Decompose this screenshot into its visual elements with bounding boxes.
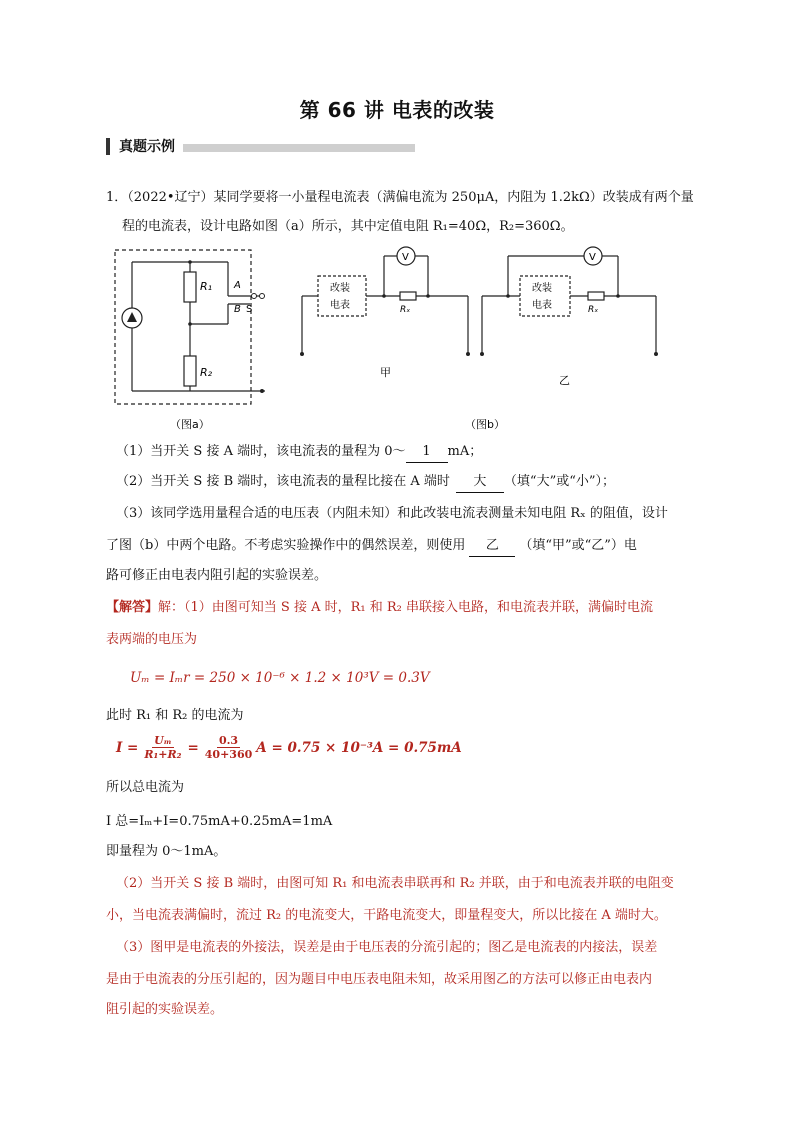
solution-tag: 【解答】: [106, 600, 159, 615]
label-yi: 乙: [559, 374, 570, 387]
question-3-line2: [106, 536, 637, 557]
jia-box-line2: 电表: [330, 300, 350, 311]
jia-voltmeter: V: [402, 252, 409, 263]
question-2: [116, 472, 615, 493]
q3-tail: （填“甲”或“乙”）电: [519, 538, 637, 553]
label-r1: R₁: [200, 280, 213, 293]
yi-box-line1: 改装: [532, 283, 552, 294]
label-b: B: [234, 304, 241, 315]
yi-rx: Rₓ: [588, 305, 599, 315]
q1-answer: 1: [406, 442, 448, 463]
section-header: [106, 136, 415, 156]
solution-line-4: 所以总电流为: [106, 780, 185, 795]
solution-line-5: I 总=Iₘ+I=0.75mA+0.25mA=1mA: [106, 814, 333, 829]
question-1: [116, 442, 482, 463]
jia-rx: Rₓ: [400, 305, 411, 315]
question-3-line3: 路可修正由电表内阻引起的实验误差。: [106, 568, 328, 583]
solution-part3-line3: 阻引起的实验误差。: [106, 1002, 224, 1017]
eq2-fraction-1: [142, 734, 183, 761]
solution-part3-line1: （3）图甲是电流表的外接法，误差是由于电压表的分流引起的；图乙是电流表的内接法，误差: [116, 940, 658, 955]
q2-tail: （填“大”或“小”）；: [503, 474, 616, 489]
q1-text: （1）当开关 S 接 A 端时，该电流表的量程为 0～: [116, 444, 406, 459]
solution-s1-l1: 解：（1）由图可知当 S 接 A 时，R₁ 和 R₂ 串联接入电路，和电流表并联，满偏时电流: [158, 600, 654, 615]
eq2-frac1-num: Uₘ: [154, 734, 172, 747]
eq2-frac2-den: 40+360: [204, 748, 253, 761]
problem-intro-1: 1．（2022•辽宁）某同学要将一小量程电流表（满偏电流为 250μA，内阻为 1.2kΩ）改装成有两个量: [106, 190, 694, 205]
solution-part3-line2: 是由于电流表的分压引起的，因为题目中电压表电阻未知，故采用图乙的方法可以修正由电表内: [106, 972, 653, 987]
problem-intro-2: 程的电流表，设计电路如图（a）所示，其中定值电阻 R₁=40Ω，R₂=360Ω。: [122, 219, 574, 234]
solution-part2-line2: 小，当电流表满偏时，流过 R₂ 的电流变大，干路电流变大，即量程变大，所以比接在 A 端时大。: [106, 908, 667, 923]
circuit-jia: [302, 247, 468, 354]
page-title: 第 66 讲 电表的改装: [299, 98, 495, 122]
eq2-rhs: A = 0.75 × 10⁻³A = 0.75mA: [256, 739, 462, 756]
equation-1: Uₘ = Iₘr = 250 × 10⁻⁶ × 1.2 × 10³V = 0.3V: [130, 670, 430, 686]
section-bar: [106, 138, 110, 155]
solution-line-1: [106, 598, 653, 618]
jia-box-line1: 改装: [330, 283, 350, 294]
question-3-line1: （3）该同学选用量程合适的电压表（内阻未知）和此改装电流表测量未知电阻 Rₓ 的阻值，设计: [116, 506, 668, 521]
label-jia: 甲: [380, 366, 391, 379]
solution-line-6: 即量程为 0～1mA。: [106, 844, 227, 859]
solution-line-2: 表两端的电压为: [106, 632, 198, 647]
label-s: S: [246, 304, 253, 315]
label-r2: R₂: [200, 366, 213, 379]
q3-text: 了图（b）中两个电路。不考虑实验操作中的偶然误差，则使用: [106, 538, 466, 553]
q3-answer: 乙: [469, 536, 515, 557]
eq2-lhs: I =: [116, 739, 139, 756]
section-rule: [183, 144, 415, 152]
caption-b: （图b）: [465, 418, 505, 431]
eq2-frac1-den: R₁+R₂: [144, 748, 182, 761]
section-label: 真题示例: [119, 139, 175, 155]
circuit-figures: [110, 246, 680, 432]
resistor-r2: [184, 356, 196, 386]
q2-answer: 大: [456, 472, 504, 493]
resistor-r1: [184, 272, 196, 302]
q1-unit: mA；: [447, 444, 483, 459]
eq2-frac2-num: 0.3: [218, 734, 239, 747]
solution-part2-line1: （2）当开关 S 接 B 端时，由图可知 R₁ 和电流表串联再和 R₂ 并联，由于和电流表并联的电阻变: [116, 876, 674, 891]
yi-box-line2: 电表: [532, 300, 552, 311]
caption-a: （图a）: [170, 418, 210, 431]
eq2-fraction-2: [203, 734, 255, 761]
q2-text: （2）当开关 S 接 B 端时，该电流表的量程比接在 A 端时: [116, 474, 450, 489]
label-a: A: [234, 280, 241, 291]
equation-2: I = $\frac{\text{Uₘ}}{\text{R₁+R₂}}$ = $\frac{0.3}{40+360}$ A = 0.75 × 10⁻³A = 0.75mA: [116, 734, 462, 761]
circuit-yi: [482, 247, 656, 354]
yi-voltmeter: V: [589, 252, 596, 263]
solution-line-3: 此时 R₁ 和 R₂ 的电流为: [106, 708, 244, 723]
